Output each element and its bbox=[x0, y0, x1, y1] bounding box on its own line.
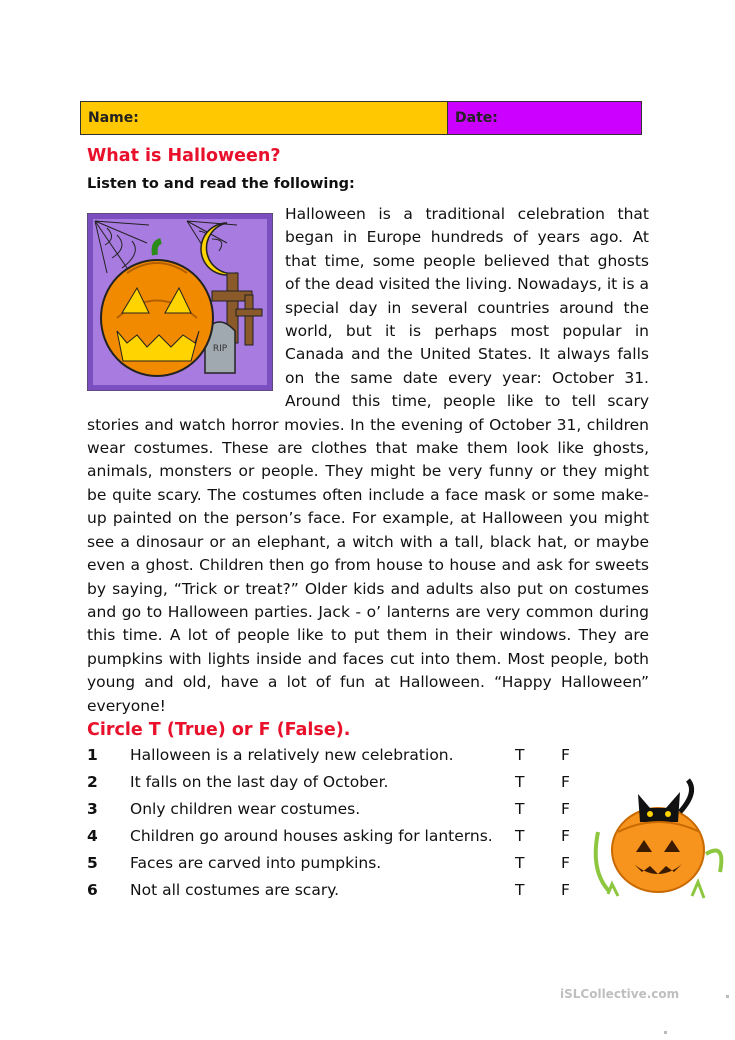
true-option[interactable]: T bbox=[515, 773, 525, 791]
false-option[interactable]: F bbox=[561, 773, 570, 791]
question-row bbox=[87, 773, 587, 797]
decorative-dot bbox=[726, 995, 729, 998]
true-option[interactable]: T bbox=[515, 881, 525, 899]
question-number: 2 bbox=[87, 773, 98, 791]
question-text: Not all costumes are scary. bbox=[130, 881, 340, 899]
question-text: Halloween is a relatively new celebration. bbox=[130, 746, 454, 764]
instruction: Listen to and read the following: bbox=[87, 176, 355, 192]
question-text: Children go around houses asking for lanterns. bbox=[130, 827, 493, 845]
question-row bbox=[87, 854, 587, 878]
question-number: 5 bbox=[87, 854, 98, 872]
true-option[interactable]: T bbox=[515, 827, 525, 845]
false-option[interactable]: F bbox=[561, 827, 570, 845]
question-number: 4 bbox=[87, 827, 98, 845]
false-option[interactable]: F bbox=[561, 854, 570, 872]
question-text: Faces are carved into pumpkins. bbox=[130, 854, 382, 872]
story-text-block bbox=[87, 203, 649, 718]
date-label: Date: bbox=[455, 110, 498, 126]
decorative-dot bbox=[664, 1031, 667, 1034]
question-row bbox=[87, 746, 587, 770]
false-option[interactable]: F bbox=[561, 746, 570, 764]
svg-text:RIP: RIP bbox=[212, 344, 228, 354]
true-option[interactable]: T bbox=[515, 800, 525, 818]
page-title: What is Halloween? bbox=[87, 146, 281, 166]
question-row bbox=[87, 800, 587, 824]
question-number: 1 bbox=[87, 746, 98, 764]
question-number: 3 bbox=[87, 800, 98, 818]
false-option[interactable]: F bbox=[561, 881, 570, 899]
name-label: Name: bbox=[88, 110, 139, 126]
footer-watermark: iSLCollective.com bbox=[560, 987, 680, 1001]
question-number: 6 bbox=[87, 881, 98, 899]
story-paragraph: Halloween is a traditional celebration that began in Europe hundreds of years ago. At that time, some people believed that ghosts of the dead visited the living. Nowadays, it is a special day in several countries around the world, but it is perhaps most popular in Canada and the United States. It always falls on the same date every year: October 31. Around this time, people like to tell scary stories and watch horror movies. In the evening of October 31, children wear costumes. These are clothes that make them look like ghosts, animals, monsters or people. They might be very funny or they might be quite scary. The costumes often include a face mask or some make-up painted on the person’s face. For example, at Halloween you might see a dinosaur or an elephant, a witch with a tall, black hat, or maybe even a ghost. Children then go from house to house and ask for sweets by saying, “Trick or treat?” Older kids and adults also put on costumes and go to Halloween parties. Jack - o’ lanterns are very common during this time. A lot of people like to put them in their windows. They are pumpkins with lights inside and faces cut into them. Most people, both young and old, have a lot of fun at Halloween. “Happy Halloween” everyone! bbox=[87, 205, 649, 715]
true-option[interactable]: T bbox=[515, 854, 525, 872]
cat-in-pumpkin-illustration bbox=[588, 772, 726, 914]
halloween-pumpkin-illustration bbox=[87, 213, 273, 391]
name-date-bar bbox=[80, 101, 642, 135]
question-row bbox=[87, 827, 587, 851]
false-option[interactable]: F bbox=[561, 800, 570, 818]
true-option[interactable]: T bbox=[515, 746, 525, 764]
name-field[interactable] bbox=[81, 102, 448, 134]
question-text: It falls on the last day of October. bbox=[130, 773, 389, 791]
question-text: Only children wear costumes. bbox=[130, 800, 361, 818]
date-field[interactable] bbox=[448, 102, 641, 134]
exercise-title: Circle T (True) or F (False). bbox=[87, 720, 351, 740]
question-row bbox=[87, 881, 587, 905]
